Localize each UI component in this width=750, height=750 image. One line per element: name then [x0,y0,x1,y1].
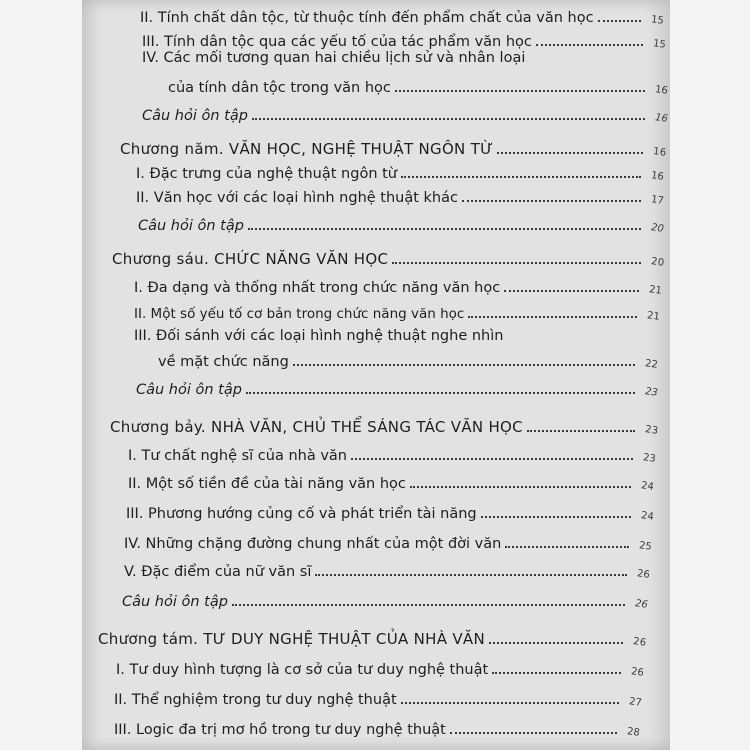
toc-entry-label: II. Tính chất dân tộc, từ thuộc tính đến phẩm chất của văn học [140,10,594,26]
toc-leader-dots [401,174,641,178]
toc-leader-dots [401,700,620,704]
toc-entry [82,210,670,234]
toc-leader-dots [293,362,635,366]
toc-entry [82,586,670,610]
toc-page-number: 16 [651,146,667,159]
toc-leader-dots [232,602,625,606]
toc-entry [82,158,670,182]
toc-entry-label: II. Một số tiền đề của tài năng văn học [128,476,406,492]
toc-entry [82,684,670,708]
toc-entry [82,26,670,50]
toc-entry-label: II. Một số yếu tố cơ bản trong chức năng văn học [134,306,465,322]
toc-page-number: 27 [628,696,643,709]
toc-leader-dots [489,640,623,644]
toc-page-number: 24 [640,480,655,493]
toc-page-number: 17 [650,194,665,207]
toc-leader-dots [536,42,643,46]
toc-entry-continuation: về mặt chức năng [158,354,289,370]
toc-entry-label: III. Đối sánh với các loại hình nghệ thuật nghe nhìn [134,328,504,344]
toc-entry [82,528,670,552]
toc-page-number: 21 [648,284,663,297]
toc-entry [82,182,670,206]
toc-page-number: 23 [643,424,659,437]
toc-page-number: 16 [654,84,669,97]
toc-page-number: 26 [636,568,651,581]
toc-entry-label: Câu hỏi ôn tập [142,108,248,124]
toc-page-number: 23 [642,452,657,465]
toc-leader-dots [351,456,633,460]
toc-leader-dots [492,670,621,674]
toc-page-number: 20 [649,256,665,269]
toc-entry [82,498,670,522]
toc-leader-dots [315,572,627,576]
toc-page-number: 28 [626,726,641,739]
toc-chapter [82,412,670,436]
toc-entry-label: I. Đặc trưng của nghệ thuật ngôn từ [136,166,397,182]
toc-entry-label: Câu hỏi ôn tập [138,218,244,234]
toc-chapter [82,624,670,648]
toc-leader-dots [527,428,635,432]
toc-leader-dots [462,198,641,202]
toc-entry-label: Chương bảy. NHÀ VĂN, CHỦ THỂ SÁNG TÁC VĂN HỌC [110,418,523,436]
toc-entry-label: I. Đa dạng và thống nhất trong chức năng văn học [134,280,501,296]
toc-leader-dots [252,116,645,120]
toc-leader-dots [450,730,617,734]
toc-leader-dots [248,226,641,230]
toc-page-number: 16 [654,112,669,125]
toc-entry-label: III. Tính dân tộc qua các yếu tố của tác phẩm văn học [142,34,532,50]
toc-page-number: 26 [630,666,645,679]
toc-entry [82,654,670,678]
toc-entry-label: III. Logic đa trị mơ hồ trong tư duy nghệ thuật [114,722,446,738]
toc-entry-label: I. Tư chất nghệ sĩ của nhà văn [128,448,347,464]
toc-page-number: 22 [644,358,659,371]
toc-entry-label: Câu hỏi ôn tập [122,594,228,610]
toc-chapter [82,244,670,268]
toc-leader-dots [481,514,632,518]
toc-entry-continuation: của tính dân tộc trong văn học [168,80,391,96]
book-page [82,0,670,750]
toc-leader-dots [505,544,629,548]
toc-leader-dots [598,18,642,22]
toc-leader-dots [504,288,639,292]
toc-page-number: 15 [650,14,665,27]
toc-entry [82,72,670,96]
toc-entry-label: V. Đặc điểm của nữ văn sĩ [124,564,312,580]
toc-page-number: 20 [650,222,665,235]
toc-leader-dots [392,260,640,264]
toc-entry-label: Chương năm. VĂN HỌC, NGHỆ THUẬT NGÔN TỪ [120,140,494,158]
toc-leader-dots [497,150,642,154]
toc-entry [82,100,670,124]
toc-page-number: 24 [640,510,655,523]
toc-page-number: 15 [652,38,667,51]
toc-entry-label: IV. Các mối tương quan hai chiều lịch sử và nhân loại [142,50,526,66]
toc-entry [82,374,670,398]
toc-leader-dots [410,484,631,488]
toc-entry [82,556,670,580]
toc-entry-label: Chương tám. TƯ DUY NGHỆ THUẬT CỦA NHÀ VĂN [98,630,485,648]
toc-entry-label: II. Thể nghiệm trong tư duy nghệ thuật [114,692,397,708]
toc-entry [82,440,670,464]
toc-entry-label: Chương sáu. CHỨC NĂNG VĂN HỌC [112,250,389,268]
toc-page-number: 26 [631,636,647,649]
toc-entry-label: II. Văn học với các loại hình nghệ thuật khác [136,190,458,206]
toc-leader-dots [395,88,645,92]
toc-leader-dots [246,390,635,394]
toc-page-number: 16 [650,170,665,183]
toc-entry-label: I. Tư duy hình tượng là cơ sở của tư duy nghệ thuật [116,662,489,678]
toc-entry-label: III. Phương hướng củng cố và phát triển tài năng [126,506,477,522]
toc-page-number: 25 [638,540,653,553]
toc-page-number: 21 [646,310,661,323]
toc-leader-dots [468,314,637,318]
toc-entry [82,272,670,296]
toc-page-number: 23 [644,386,659,399]
toc-entry-label: IV. Những chặng đường chung nhất của một đời văn [124,536,502,552]
toc-page-number: 26 [634,598,649,611]
toc-entry [82,2,670,26]
toc-entry [82,298,670,322]
toc-entry [82,468,670,492]
toc-chapter [82,134,670,158]
toc-entry-label: Câu hỏi ôn tập [136,382,242,398]
toc-entry [82,346,670,370]
toc-entry [82,714,670,738]
